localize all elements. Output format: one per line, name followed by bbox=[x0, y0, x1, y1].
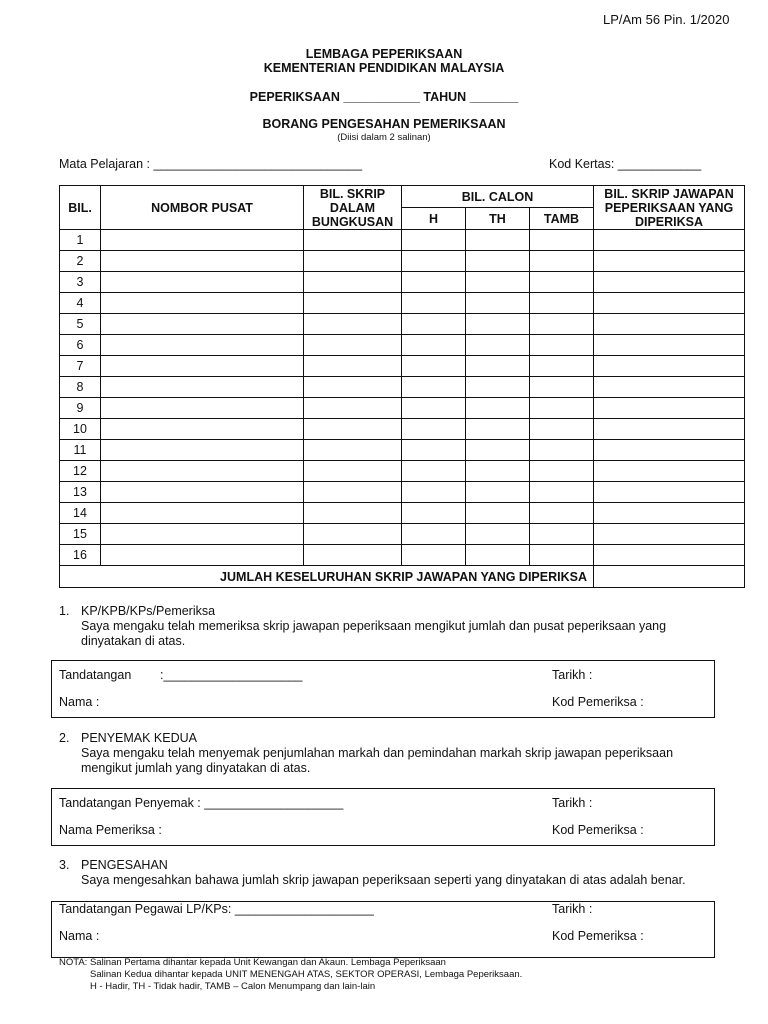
table-cell[interactable] bbox=[594, 503, 745, 524]
col-pusat-header: NOMBOR PUSAT bbox=[101, 186, 304, 230]
date-field[interactable]: Tarikh : bbox=[552, 796, 593, 810]
section-text: Saya mengaku telah menyemak penjumlahan markah dan pemindahan markah skrip jawapan peperiksaan mengikut jumlah yang dinyatakan di atas. bbox=[81, 746, 674, 775]
table-cell[interactable] bbox=[402, 398, 466, 419]
section-title: PENYEMAK KEDUA bbox=[81, 731, 198, 745]
signature-label: Tandatangan bbox=[59, 668, 132, 682]
table-cell[interactable] bbox=[101, 356, 304, 377]
name-field[interactable]: Nama Pemeriksa : bbox=[59, 823, 162, 837]
table-row bbox=[60, 419, 745, 440]
form-title: BORANG PENGESAHAN PEMERIKSAAN bbox=[262, 117, 506, 131]
table-cell[interactable] bbox=[402, 482, 466, 503]
col-tamb-header: TAMB bbox=[530, 208, 594, 230]
table-cell[interactable] bbox=[594, 293, 745, 314]
table-cell[interactable] bbox=[594, 419, 745, 440]
table-cell[interactable] bbox=[594, 440, 745, 461]
examiner-code-field[interactable]: Kod Pemeriksa : bbox=[552, 929, 644, 943]
table-cell[interactable] bbox=[402, 230, 466, 251]
table-row bbox=[60, 398, 745, 419]
section-number: 1. bbox=[59, 604, 70, 618]
table-cell[interactable] bbox=[594, 356, 745, 377]
table-cell[interactable] bbox=[594, 461, 745, 482]
table-cell[interactable] bbox=[402, 503, 466, 524]
table-cell[interactable] bbox=[466, 293, 530, 314]
table-cell[interactable] bbox=[304, 377, 402, 398]
table-cell[interactable] bbox=[530, 377, 594, 398]
table-cell[interactable] bbox=[466, 314, 530, 335]
document-code: LP/Am 56 Pin. 1/2020 bbox=[603, 12, 730, 27]
row-number: 12 bbox=[60, 461, 101, 482]
table-row bbox=[60, 440, 745, 461]
exam-year-line: PEPERIKSAAN ___________ TAHUN _______ bbox=[249, 90, 519, 104]
row-number: 13 bbox=[60, 482, 101, 503]
table-cell[interactable] bbox=[466, 545, 530, 566]
table-cell[interactable] bbox=[530, 272, 594, 293]
table-cell[interactable] bbox=[594, 251, 745, 272]
paper-code-field[interactable]: Kod Kertas: ____________ bbox=[549, 157, 702, 171]
table-cell[interactable] bbox=[304, 293, 402, 314]
section-title: PENGESAHAN bbox=[81, 858, 168, 872]
table-cell[interactable] bbox=[594, 272, 745, 293]
table-cell[interactable] bbox=[304, 503, 402, 524]
table-cell[interactable] bbox=[304, 419, 402, 440]
table-cell[interactable] bbox=[530, 419, 594, 440]
ministry-name: KEMENTERIAN PENDIDIKAN MALAYSIA bbox=[263, 61, 505, 75]
row-number: 3 bbox=[60, 272, 101, 293]
table-cell[interactable] bbox=[304, 524, 402, 545]
table-cell[interactable] bbox=[466, 272, 530, 293]
table-cell[interactable] bbox=[101, 230, 304, 251]
table-cell[interactable] bbox=[101, 545, 304, 566]
table-cell[interactable] bbox=[530, 293, 594, 314]
row-number: 16 bbox=[60, 545, 101, 566]
table-cell[interactable] bbox=[304, 251, 402, 272]
table-cell[interactable] bbox=[466, 503, 530, 524]
signature-field[interactable]: Tandatangan Penyemak : ____________________ bbox=[59, 796, 344, 810]
section-text: Saya mengesahkan bahawa jumlah skrip jawapan peperiksaan seperti yang dinyatakan di atas adalah benar. bbox=[81, 873, 686, 887]
row-number: 9 bbox=[60, 398, 101, 419]
col-skrip-header: BIL. SKRIP DALAM BUNGKUSAN bbox=[304, 186, 402, 230]
table-row bbox=[60, 545, 745, 566]
row-number: 11 bbox=[60, 440, 101, 461]
signature-box-2 bbox=[51, 788, 715, 846]
table-row bbox=[60, 335, 745, 356]
row-number: 7 bbox=[60, 356, 101, 377]
table-cell[interactable] bbox=[101, 272, 304, 293]
table-cell[interactable] bbox=[402, 314, 466, 335]
section-number: 2. bbox=[59, 731, 70, 745]
table-cell[interactable] bbox=[466, 524, 530, 545]
table-cell[interactable] bbox=[402, 272, 466, 293]
table-cell[interactable] bbox=[530, 314, 594, 335]
table-row bbox=[60, 230, 745, 251]
form-note: (Diisi dalam 2 salinan) bbox=[337, 132, 431, 143]
table-cell[interactable] bbox=[466, 230, 530, 251]
table-cell[interactable] bbox=[304, 356, 402, 377]
table-cell[interactable] bbox=[466, 377, 530, 398]
table-cell[interactable] bbox=[402, 524, 466, 545]
footnote-line: Salinan Kedua dihantar kepada UNIT MENENGAH ATAS, SEKTOR OPERASI, Lembaga Peperiksaan. bbox=[90, 969, 523, 980]
table-cell[interactable] bbox=[304, 545, 402, 566]
table-cell[interactable] bbox=[101, 377, 304, 398]
table-cell[interactable] bbox=[466, 251, 530, 272]
table-cell[interactable] bbox=[594, 524, 745, 545]
table-row bbox=[60, 314, 745, 335]
table-cell[interactable] bbox=[530, 335, 594, 356]
row-number: 2 bbox=[60, 251, 101, 272]
section-title: KP/KPB/KPs/Pemeriksa bbox=[81, 604, 216, 618]
row-number: 8 bbox=[60, 377, 101, 398]
row-number: 4 bbox=[60, 293, 101, 314]
table-cell[interactable] bbox=[402, 377, 466, 398]
table-row bbox=[60, 251, 745, 272]
row-number: 5 bbox=[60, 314, 101, 335]
table-row bbox=[60, 293, 745, 314]
col-diperiksa-header: BIL. SKRIP JAWAPAN PEPERIKSAAN YANG DIPERIKSA bbox=[594, 186, 745, 230]
footnote bbox=[59, 957, 522, 993]
table-cell[interactable] bbox=[101, 440, 304, 461]
signature-field[interactable]: Tandatangan Pegawai LP/KPs: ____________________ bbox=[59, 902, 374, 916]
row-number: 6 bbox=[60, 335, 101, 356]
table-cell[interactable] bbox=[304, 335, 402, 356]
row-number: 15 bbox=[60, 524, 101, 545]
table-cell[interactable] bbox=[530, 251, 594, 272]
table-row bbox=[60, 272, 745, 293]
table-cell[interactable] bbox=[304, 461, 402, 482]
table-cell[interactable] bbox=[101, 461, 304, 482]
table-cell[interactable] bbox=[402, 440, 466, 461]
table-cell[interactable] bbox=[101, 419, 304, 440]
scripts-table bbox=[59, 185, 745, 588]
row-number: 1 bbox=[60, 230, 101, 251]
table-cell[interactable] bbox=[304, 314, 402, 335]
table-cell[interactable] bbox=[594, 314, 745, 335]
table-cell[interactable] bbox=[594, 377, 745, 398]
examiner-code-field[interactable]: Kod Pemeriksa : bbox=[552, 823, 644, 837]
table-cell[interactable] bbox=[304, 398, 402, 419]
table-cell[interactable] bbox=[101, 293, 304, 314]
table-cell[interactable] bbox=[594, 230, 745, 251]
table-cell[interactable] bbox=[101, 482, 304, 503]
table-cell[interactable] bbox=[594, 335, 745, 356]
examiner-code-field[interactable]: Kod Pemeriksa : bbox=[552, 695, 644, 709]
table-cell[interactable] bbox=[466, 335, 530, 356]
table-cell[interactable] bbox=[101, 398, 304, 419]
table-cell[interactable] bbox=[466, 419, 530, 440]
signature-field[interactable]: :____________________ bbox=[160, 668, 303, 682]
table-cell[interactable] bbox=[594, 398, 745, 419]
subject-field[interactable]: Mata Pelajaran : ______________________________ bbox=[59, 157, 363, 171]
col-bil-header: BIL. bbox=[60, 186, 101, 230]
total-cell[interactable] bbox=[594, 566, 745, 588]
table-cell[interactable] bbox=[304, 272, 402, 293]
table-cell[interactable] bbox=[530, 482, 594, 503]
table-cell[interactable] bbox=[304, 440, 402, 461]
table-row bbox=[60, 482, 745, 503]
table-cell[interactable] bbox=[304, 482, 402, 503]
table-cell[interactable] bbox=[402, 293, 466, 314]
table-row bbox=[60, 524, 745, 545]
table-cell[interactable] bbox=[530, 461, 594, 482]
table-cell[interactable] bbox=[466, 398, 530, 419]
table-row bbox=[60, 356, 745, 377]
table-cell[interactable] bbox=[466, 461, 530, 482]
footnote-line: H - Hadir, TH - Tidak hadir, TAMB – Calon Menumpang dan lain-lain bbox=[90, 981, 376, 992]
table-cell[interactable] bbox=[402, 545, 466, 566]
col-calon-header: BIL. CALON bbox=[402, 186, 594, 208]
table-cell[interactable] bbox=[101, 314, 304, 335]
table-row bbox=[60, 503, 745, 524]
table-cell[interactable] bbox=[101, 503, 304, 524]
table-cell[interactable] bbox=[530, 398, 594, 419]
table-cell[interactable] bbox=[101, 335, 304, 356]
table-cell[interactable] bbox=[402, 356, 466, 377]
signature-box-1 bbox=[51, 660, 715, 718]
signature-box-3 bbox=[51, 901, 715, 958]
table-cell[interactable] bbox=[304, 230, 402, 251]
org-name: LEMBAGA PEPERIKSAAN bbox=[305, 47, 463, 61]
table-cell[interactable] bbox=[530, 230, 594, 251]
table-row bbox=[60, 461, 745, 482]
table-cell[interactable] bbox=[402, 461, 466, 482]
col-h-header: H bbox=[402, 208, 466, 230]
section-number: 3. bbox=[59, 858, 70, 872]
section-text: Saya mengaku telah memeriksa skrip jawapan peperiksaan mengikut jumlah dan pusat peperiksaan yang dinyatakan di atas. bbox=[81, 619, 667, 648]
date-field[interactable]: Tarikh : bbox=[552, 668, 593, 682]
table-cell[interactable] bbox=[402, 251, 466, 272]
table-cell[interactable] bbox=[594, 545, 745, 566]
total-label: JUMLAH KESELURUHAN SKRIP JAWAPAN YANG DIPERIKSA bbox=[60, 566, 594, 588]
table-cell[interactable] bbox=[530, 524, 594, 545]
table-cell[interactable] bbox=[402, 335, 466, 356]
table-cell[interactable] bbox=[530, 503, 594, 524]
table-cell[interactable] bbox=[530, 356, 594, 377]
table-cell[interactable] bbox=[466, 482, 530, 503]
row-number: 14 bbox=[60, 503, 101, 524]
table-cell[interactable] bbox=[101, 524, 304, 545]
table-cell[interactable] bbox=[530, 545, 594, 566]
col-th-header: TH bbox=[466, 208, 530, 230]
table-cell[interactable] bbox=[101, 251, 304, 272]
table-cell[interactable] bbox=[466, 440, 530, 461]
table-cell[interactable] bbox=[594, 482, 745, 503]
name-field[interactable]: Nama : bbox=[59, 695, 100, 709]
name-field[interactable]: Nama : bbox=[59, 929, 100, 943]
table-cell[interactable] bbox=[530, 440, 594, 461]
table-row bbox=[60, 377, 745, 398]
row-number: 10 bbox=[60, 419, 101, 440]
table-cell[interactable] bbox=[402, 419, 466, 440]
table-cell[interactable] bbox=[466, 356, 530, 377]
footnote-line: NOTA: Salinan Pertama dihantar kepada Unit Kewangan dan Akaun. Lembaga Peperiksaan bbox=[59, 957, 446, 968]
date-field[interactable]: Tarikh : bbox=[552, 902, 593, 916]
